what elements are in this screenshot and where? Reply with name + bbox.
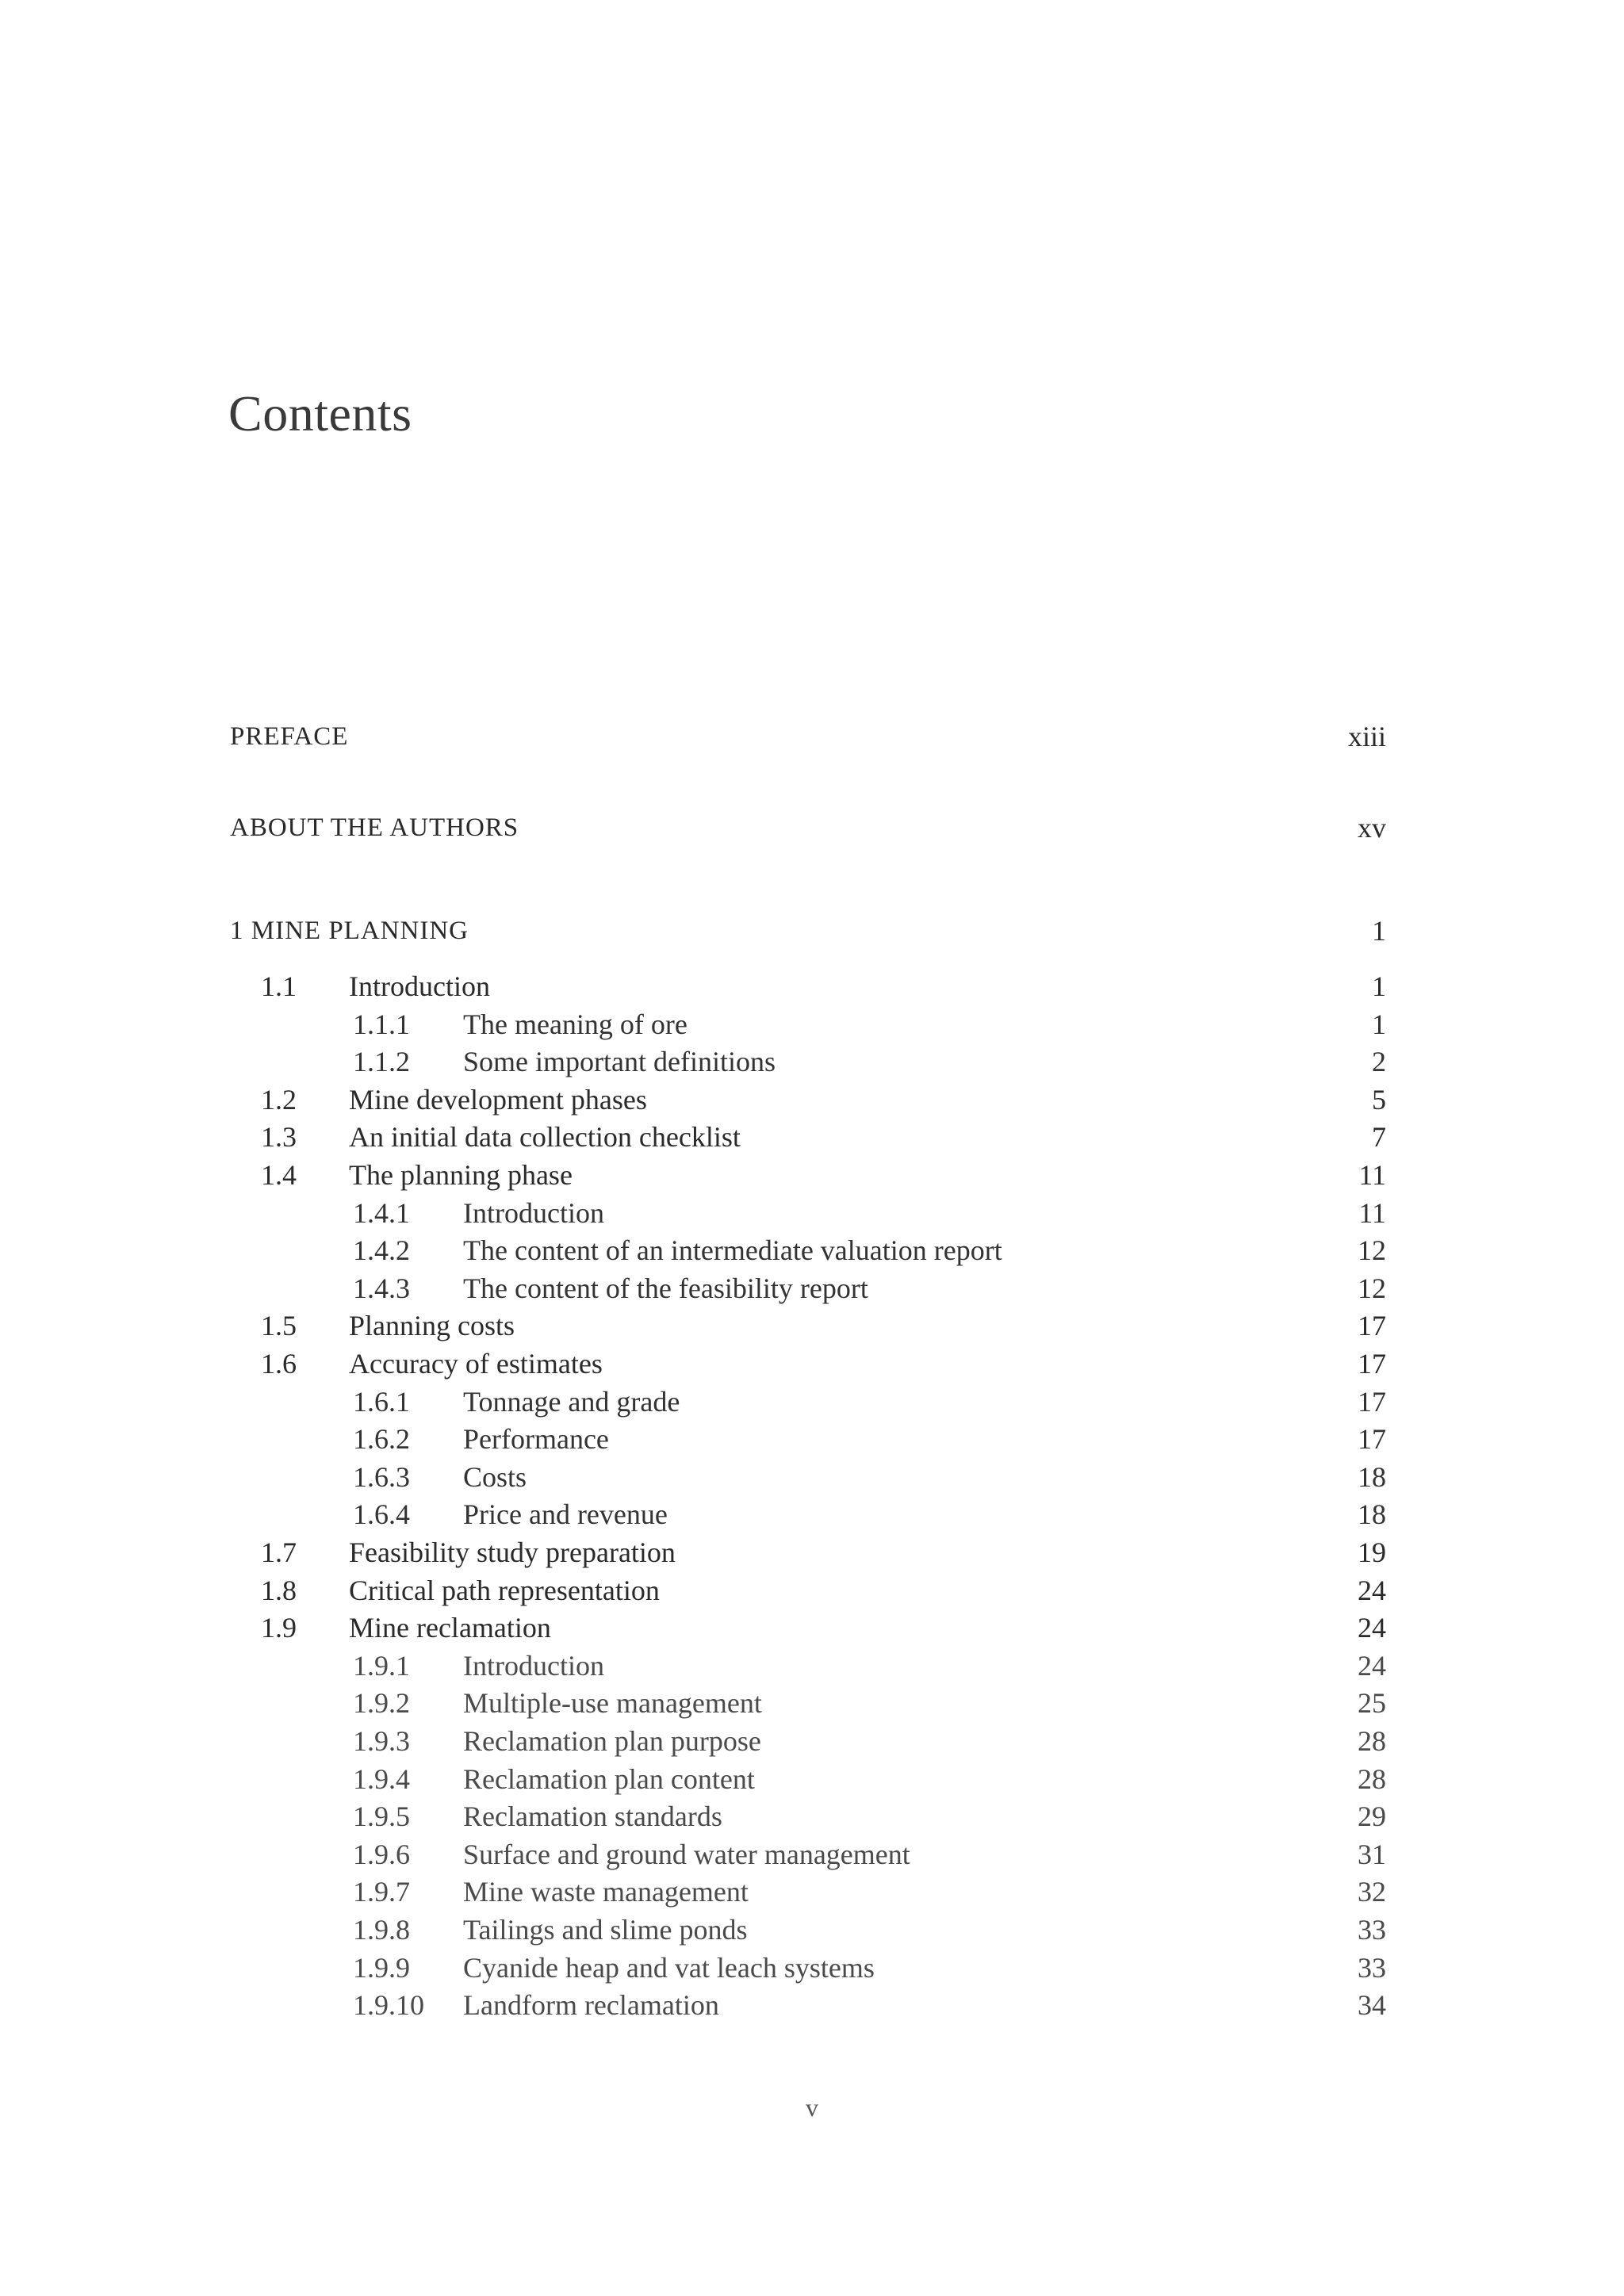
toc-entry-title: Cyanide heap and vat leach systems xyxy=(463,1952,875,1984)
toc-entry[interactable] xyxy=(0,1722,1624,1760)
toc-entry-page: 17 xyxy=(1358,1386,1386,1418)
toc-entry-page: 17 xyxy=(1358,1310,1386,1341)
toc-entry-page: 11 xyxy=(1358,1159,1386,1191)
toc-entry-title: Accuracy of estimates xyxy=(349,1348,603,1380)
toc-entry-title: Landform reclamation xyxy=(463,1989,719,2021)
toc-entry-number: 1.9.10 xyxy=(353,1989,424,2021)
toc-entry-title: Multiple-use management xyxy=(463,1687,762,1719)
toc-entry-page: 18 xyxy=(1358,1498,1386,1530)
toc-entry[interactable] xyxy=(0,1835,1624,1873)
toc-entry[interactable] xyxy=(0,1081,1624,1119)
toc-entry-page: 11 xyxy=(1358,1197,1386,1229)
toc-entry-title: 1 MINE PLANNING xyxy=(230,916,469,945)
toc-entry[interactable] xyxy=(0,1231,1624,1269)
toc-entry-title: The content of an intermediate valuation report xyxy=(463,1234,1002,1266)
toc-entry-title: Feasibility study preparation xyxy=(349,1536,676,1568)
toc-entry-title: Introduction xyxy=(463,1650,604,1682)
toc-entry-title: Price and revenue xyxy=(463,1498,668,1530)
toc-entry[interactable] xyxy=(0,1533,1624,1571)
toc-entry-number: 1.4 xyxy=(261,1159,297,1191)
toc-entry-page: 17 xyxy=(1358,1423,1386,1455)
toc-entry-page: 18 xyxy=(1358,1461,1386,1493)
toc-entry-title: Introduction xyxy=(463,1197,604,1229)
toc-entry-title: PREFACE xyxy=(230,722,349,751)
toc-entry[interactable] xyxy=(0,809,1624,847)
toc-entry-number: 1.6.1 xyxy=(353,1386,410,1418)
toc-entry-page: 34 xyxy=(1358,1989,1386,2021)
toc-entry-number: 1.6.2 xyxy=(353,1423,410,1455)
toc-entry[interactable] xyxy=(0,1458,1624,1496)
toc-entry-number: 1.6.4 xyxy=(353,1498,410,1530)
toc-entry-number: 1.1 xyxy=(261,970,297,1002)
toc-entry[interactable] xyxy=(0,967,1624,1005)
toc-entry-title: ABOUT THE AUTHORS xyxy=(230,813,519,842)
toc-entry-title: Tonnage and grade xyxy=(463,1386,680,1418)
toc-entry[interactable] xyxy=(0,1911,1624,1949)
toc-entry-title: The content of the feasibility report xyxy=(463,1272,868,1304)
toc-entry-number: 1.9.4 xyxy=(353,1763,410,1795)
toc-entry-number: 1.3 xyxy=(261,1121,297,1153)
toc-entry[interactable] xyxy=(0,1307,1624,1345)
toc-entry-title: The planning phase xyxy=(349,1159,573,1191)
toc-entry-number: 1.9.6 xyxy=(353,1839,410,1870)
toc-entry-number: 1.9.8 xyxy=(353,1914,410,1946)
toc-entry[interactable] xyxy=(0,1005,1624,1043)
toc-entry[interactable] xyxy=(0,1949,1624,1987)
toc-entry-page: 25 xyxy=(1358,1687,1386,1719)
toc-entry-page: 12 xyxy=(1358,1272,1386,1304)
toc-entry-number: 1.9 xyxy=(261,1612,297,1644)
toc-entry-page: 19 xyxy=(1358,1536,1386,1568)
toc-entry-title: The meaning of ore xyxy=(463,1008,688,1040)
toc-entry-number: 1.9.2 xyxy=(353,1687,410,1719)
page-title: Contents xyxy=(228,385,412,442)
toc-entry[interactable] xyxy=(0,1420,1624,1458)
toc-entry-title: Surface and ground water management xyxy=(463,1839,910,1870)
toc-entry-page: 31 xyxy=(1358,1839,1386,1870)
toc-entry-number: 1.7 xyxy=(261,1536,297,1568)
toc-entry[interactable] xyxy=(0,1571,1624,1609)
toc-entry[interactable] xyxy=(0,1684,1624,1722)
toc-entry-title: Mine waste management xyxy=(463,1876,749,1908)
toc-entry-number: 1.1.1 xyxy=(353,1008,410,1040)
toc-entry-title: Costs xyxy=(463,1461,527,1493)
toc-entry-page: 7 xyxy=(1372,1121,1386,1153)
toc-entry[interactable] xyxy=(0,912,1624,950)
toc-entry-number: 1.9.1 xyxy=(353,1650,410,1682)
toc-entry[interactable] xyxy=(0,1986,1624,2024)
toc-entry-page: 12 xyxy=(1358,1234,1386,1266)
toc-entry-title: Reclamation plan content xyxy=(463,1763,755,1795)
toc-entry-title: Reclamation standards xyxy=(463,1800,722,1832)
toc-entry-page: 1 xyxy=(1372,1008,1386,1040)
toc-entry-title: An initial data collection checklist xyxy=(349,1121,741,1153)
toc-entry[interactable] xyxy=(0,1495,1624,1533)
toc-entry[interactable] xyxy=(0,1760,1624,1798)
toc-entry-page: 5 xyxy=(1372,1084,1386,1115)
toc-entry-title: Mine reclamation xyxy=(349,1612,551,1644)
toc-entry-title: Reclamation plan purpose xyxy=(463,1725,761,1757)
toc-entry-number: 1.4.1 xyxy=(353,1197,410,1229)
toc-entry[interactable] xyxy=(0,1156,1624,1194)
toc-entry-page: 29 xyxy=(1358,1800,1386,1832)
toc-entry-number: 1.6.3 xyxy=(353,1461,410,1493)
toc-entry[interactable] xyxy=(0,1383,1624,1421)
toc-entry-page: xiii xyxy=(1347,721,1386,752)
toc-entry-page: 32 xyxy=(1358,1876,1386,1908)
toc-entry-title: Tailings and slime ponds xyxy=(463,1914,748,1946)
toc-entry-number: 1.9.5 xyxy=(353,1800,410,1832)
toc-entry-page: 1 xyxy=(1372,970,1386,1002)
toc-entry[interactable] xyxy=(0,1873,1624,1911)
toc-entry[interactable] xyxy=(0,1118,1624,1156)
toc-entry-page: 2 xyxy=(1372,1046,1386,1077)
toc-entry-page: 17 xyxy=(1358,1348,1386,1380)
toc-entry[interactable] xyxy=(0,1609,1624,1647)
toc-entry-page: 24 xyxy=(1358,1575,1386,1606)
toc-entry-page: 28 xyxy=(1358,1763,1386,1795)
toc-entry-number: 1.6 xyxy=(261,1348,297,1380)
toc-entry-page: 33 xyxy=(1358,1914,1386,1946)
toc-entry-page: xv xyxy=(1358,812,1386,844)
toc-entry-title: Introduction xyxy=(349,970,490,1002)
toc-entry-number: 1.4.3 xyxy=(353,1272,410,1304)
toc-entry-title: Planning costs xyxy=(349,1310,515,1341)
toc-entry-number: 1.9.3 xyxy=(353,1725,410,1757)
toc-entry-number: 1.8 xyxy=(261,1575,297,1606)
toc-entry-number: 1.2 xyxy=(261,1084,297,1115)
toc-entry-page: 24 xyxy=(1358,1612,1386,1644)
toc-entry-title: Mine development phases xyxy=(349,1084,647,1115)
toc-entry-page: 1 xyxy=(1372,915,1386,947)
toc-entry-number: 1.9.7 xyxy=(353,1876,410,1908)
toc-entry-number: 1.9.9 xyxy=(353,1952,410,1984)
toc-entry-number: 1.1.2 xyxy=(353,1046,410,1077)
toc-entry-page: 28 xyxy=(1358,1725,1386,1757)
toc-entry[interactable] xyxy=(0,1797,1624,1835)
toc-entry-title: Performance xyxy=(463,1423,609,1455)
toc-entry-page: 24 xyxy=(1358,1650,1386,1682)
toc-entry[interactable] xyxy=(0,1194,1624,1232)
toc-entry[interactable] xyxy=(0,718,1624,756)
toc-entry-number: 1.4.2 xyxy=(353,1234,410,1266)
toc-entry[interactable] xyxy=(0,1269,1624,1307)
toc-entry[interactable] xyxy=(0,1647,1624,1685)
toc-entry-title: Some important definitions xyxy=(463,1046,776,1077)
page-number: v xyxy=(806,2093,818,2122)
toc-entry[interactable] xyxy=(0,1043,1624,1081)
toc-entry-page: 33 xyxy=(1358,1952,1386,1984)
toc-entry[interactable] xyxy=(0,1345,1624,1383)
toc-entry-number: 1.5 xyxy=(261,1310,297,1341)
toc-entry-title: Critical path representation xyxy=(349,1575,660,1606)
